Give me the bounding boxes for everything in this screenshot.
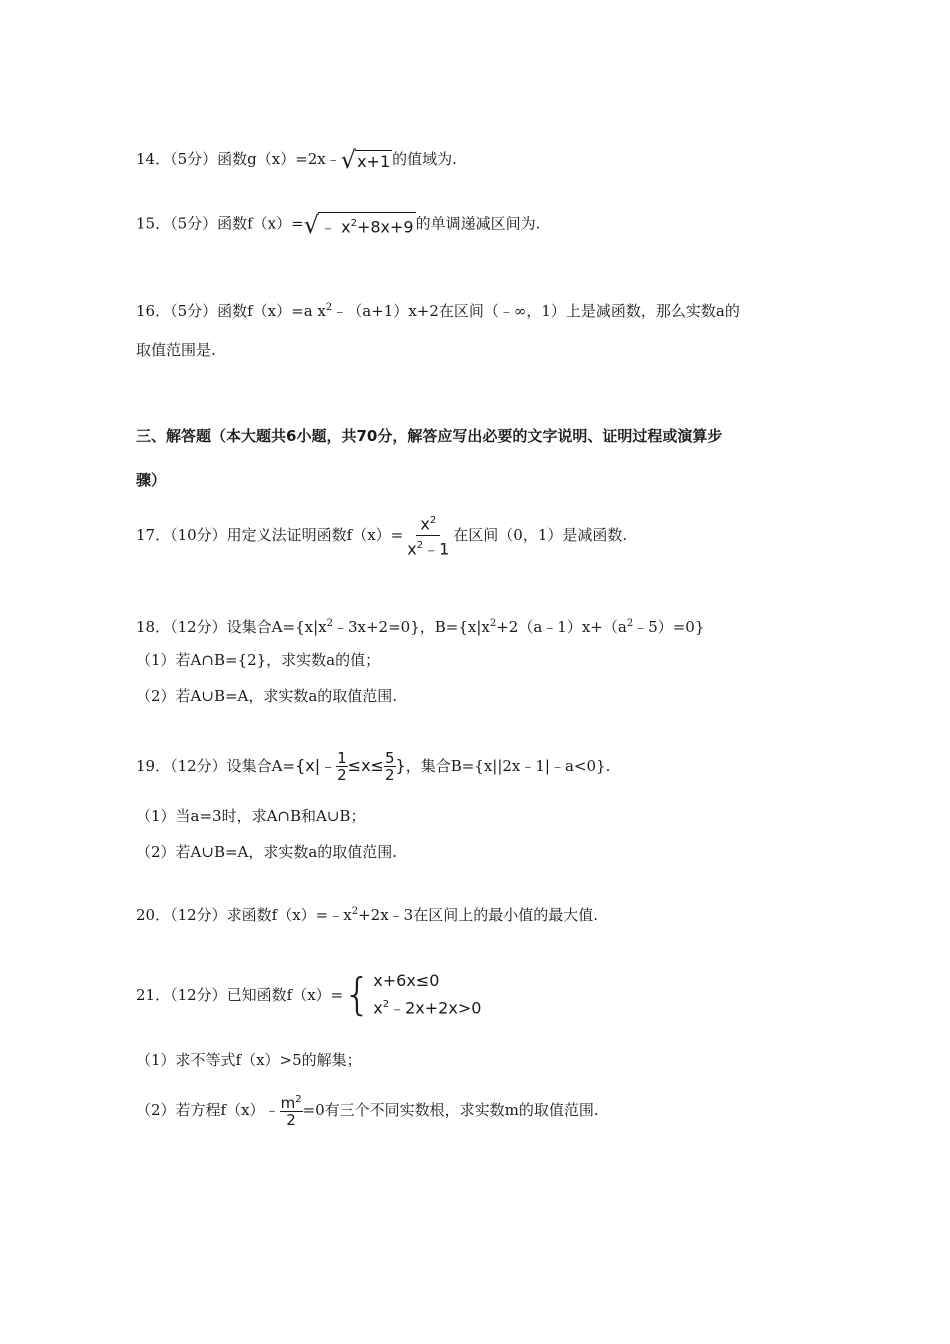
- q21-case1: x+6x≤0: [373, 971, 440, 991]
- question-18-part2: （2）若A∪B=A，求实数a的取值范围.: [136, 687, 398, 705]
- question-21: 21．（12分）已知函数f（x）= { x+6x≤0 $x^2﹣2x+2x>0$: [136, 968, 482, 1020]
- question-18-part1: （1）若A∩B={2}，求实数a的值；: [136, 651, 381, 669]
- question-19-part2: （2）若A∪B=A，求实数a的取值范围.: [136, 843, 398, 861]
- question-18: 18．（12分）设集合$A=\{x|x^2﹣3x+2=0\}$，$B=\{x|x^2+2(a﹣1)x+(a^2﹣5)=0\}$: [136, 618, 705, 636]
- question-20: 20．（12分）求函数$f(x)=﹣x^2+2x﹣3$在区间上的最小值的最大值.: [136, 906, 598, 924]
- q21-piecewise: { x+6x≤0 $x^2﹣2x+2x>0$: [343, 968, 482, 1020]
- question-16-line2: 取值范围是.: [136, 341, 216, 359]
- question-21-part2: （2）若方程f（x）﹣ $\frac{m^2}{2}$ =0有三个不同实数根，求实数m的取值范围.: [136, 1094, 599, 1129]
- q14-suffix: 的值域为.: [392, 150, 457, 168]
- question-15: [136, 211, 541, 240]
- q14-sqrt: √ x+1: [340, 146, 391, 174]
- question-19: 19．（12分）设集合A= {x|﹣ $\frac{1}{2}$ ≤x≤ $\frac{5}{2}$ } ，集合B={x||2x﹣1|﹣a<0}.: [136, 748, 611, 784]
- q19-set-a: {x|﹣ $\frac{1}{2}$ ≤x≤ $\frac{5}{2}$ }: [295, 748, 406, 784]
- question-19-part1: （1）当a=3时，求A∩B和A∪B；: [136, 807, 366, 825]
- question-16-line1: 16．（5分）函数f（x）=a $x^2﹣(a+1)x+2$在区间（﹣∞，1）上是减函数，那么实数a的: [136, 302, 740, 320]
- q15-prefix: 15．（5分）函数f（x）=: [136, 214, 304, 233]
- question-17: 17．（10分）用定义法证明函数f（x）= $\frac{x^2}{x^2﹣1}$ 在区间（0，1）是减函数.: [136, 508, 627, 562]
- section-heading-line2: 骤）: [136, 471, 167, 489]
- section-heading-line1: 三、解答题（本大题共6小题，共70分，解答应写出必要的文字说明、证明过程或演算步: [136, 427, 723, 445]
- q21-case2: $x^2﹣2x+2x>0$: [373, 998, 482, 1018]
- question-21-part1: （1）求不等式f（x）>5的解集；: [136, 1051, 362, 1069]
- q15-sqrt: √ ﹣ $x^2+8x+9$: [303, 211, 414, 240]
- q15-suffix: 的单调递减区间为.: [415, 214, 541, 233]
- q14-radicand: x+1: [357, 152, 391, 171]
- q21-fraction: $\frac{m^2}{2}$: [280, 1094, 302, 1129]
- q14-prefix: 14．（5分）函数g（x）=2x﹣: [136, 150, 341, 168]
- question-14: [136, 148, 457, 172]
- q17-fraction: $\frac{x^2}{x^2﹣1}$: [403, 511, 453, 559]
